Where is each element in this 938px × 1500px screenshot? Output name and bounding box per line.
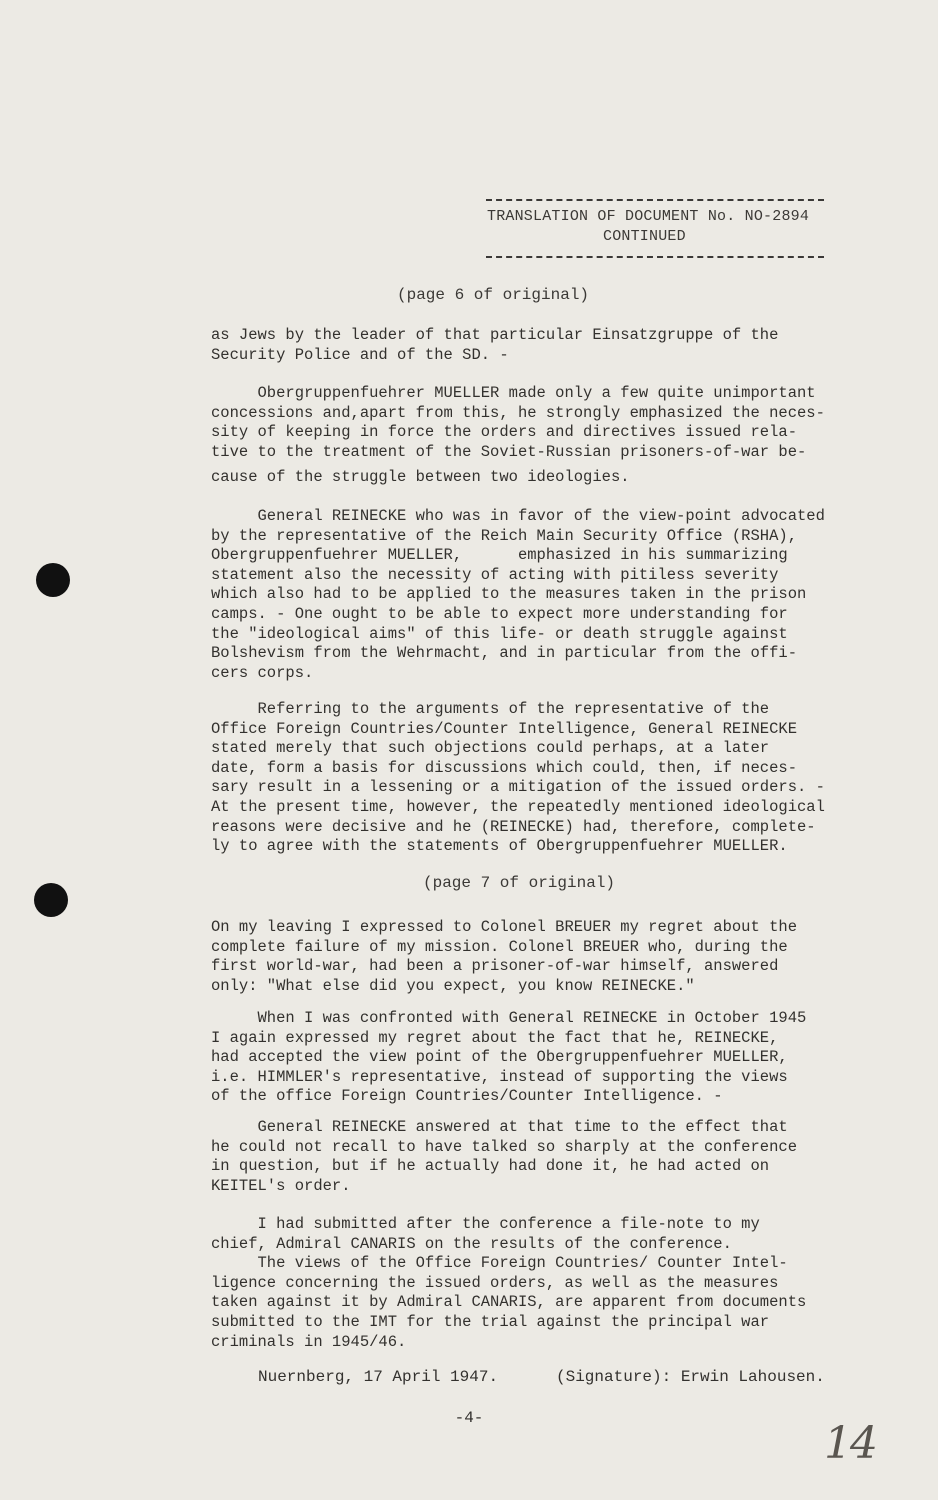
text-line: which also had to be applied to the measures taken in the prison [211,585,807,604]
paragraph-3 [211,507,851,683]
text-line: submitted to the IMT for the trial against the principal war [211,1312,770,1331]
text-line: complete failure of my mission. Colonel BREUER who, during the [211,937,788,956]
paragraph-4 [211,700,851,857]
text-line: Bolshevism from the Wehrmacht, and in particular from the offi- [211,644,797,663]
text-line: i.e. HIMMLER's representative, instead of supporting the views [211,1067,788,1086]
page-number: -4- [454,1409,484,1427]
signature: (Signature): Erwin Lahousen. [556,1368,825,1386]
page-reference-6: (page 6 of original) [396,286,590,304]
text-line: ligence concerning the issued orders, as well as the measures [211,1273,779,1292]
text-line: by the representative of the Reich Main Security Office (RSHA), [211,526,797,545]
punch-hole-top [36,563,70,597]
text-line: Security Police and of the SD. - [211,345,509,364]
text-line: The views of the Office Foreign Countries/ Counter Intel- [211,1254,788,1273]
text-line: statement also the necessity of acting with pitiless severity [211,565,779,584]
text-line: I had submitted after the conference a file-note to my [211,1215,760,1233]
text-line: At the present time, however, the repeatedly mentioned ideological [211,797,825,816]
text-line: had accepted the view point of the Obergruppenfuehrer MUELLER, [211,1048,788,1067]
paragraph-6 [211,1009,851,1107]
text-line: reasons were decisive and he (REINECKE) had, therefore, complete- [211,817,816,836]
text-line: sary result in a lessening or a mitigation of the issued orders. - [211,778,825,797]
text-line: General REINECKE answered at that time to the effect that [211,1118,788,1136]
place-and-date: Nuernberg, 17 April 1947. [258,1368,499,1386]
document-subtitle: CONTINUED [603,228,686,245]
text-line: in question, but if he actually had done it, he had acted on [211,1157,770,1176]
text-line: chief, Admiral CANARIS on the results of the conference. [211,1234,732,1253]
text-line: On my leaving I expressed to Colonel BREUER my regret about the [211,918,797,936]
page-reference-7: (page 7 of original) [422,874,616,892]
paragraph-5 [211,918,851,996]
paragraph-1 [211,326,851,365]
text-line: as Jews by the leader of that particular Einsatzgruppe of the [211,326,779,344]
text-line: Referring to the arguments of the representative of the [211,700,770,718]
text-line: KEITEL's order. [211,1176,351,1195]
text-line: cers corps. [211,663,314,682]
text-line: date, form a basis for discussions which could, then, if neces- [211,758,797,777]
text-line: first world-war, had been a prisoner-of-war himself, answered [211,957,779,976]
text-line: cause of the struggle between two ideologies. [211,468,630,487]
paragraph-7 [211,1118,851,1196]
document-title: TRANSLATION OF DOCUMENT No. NO-2894 [487,208,810,225]
text-line: of the office Foreign Countries/Counter Intelligence. - [211,1087,723,1106]
text-line: concessions and,apart from this, he strongly emphasized the neces- [211,403,825,422]
text-line: General REINECKE who was in favor of the view-point advocated [211,507,825,525]
paragraph-2 [211,384,851,488]
text-line: the "ideological aims" of this life- or death struggle against [211,624,788,643]
text-line: When I was confronted with General REINECKE in October 1945 [211,1009,807,1027]
text-line: tive to the treatment of the Soviet-Russian prisoners-of-war be- [211,442,807,461]
text-line: I again expressed my regret about the fact that he, REINECKE, [211,1028,779,1047]
paragraph-8 [211,1215,851,1352]
handwritten-page-number: 14 [824,1418,876,1469]
text-line: Obergruppenfuehrer MUELLER made only a few quite unimportant [211,384,816,402]
header-rule-bottom [486,256,824,258]
text-line: sity of keeping in force the orders and directives issued rela- [211,423,797,442]
text-line: ly to agree with the statements of Obergruppenfuehrer MUELLER. [211,837,788,856]
text-line: criminals in 1945/46. [211,1332,407,1351]
header-rule-top [486,199,824,201]
text-line: he could not recall to have talked so sharply at the conference [211,1137,797,1156]
text-line: stated merely that such objections could perhaps, at a later [211,739,770,758]
text-line: only: "What else did you expect, you know REINECKE." [211,976,695,995]
text-line: Obergruppenfuehrer MUELLER, emphasized in his summarizing [211,546,788,565]
text-line: taken against it by Admiral CANARIS, are apparent from documents [211,1293,807,1312]
text-line: camps. - One ought to be able to expect more understanding for [211,604,788,623]
text-line: Office Foreign Countries/Counter Intelligence, General REINECKE [211,719,797,738]
